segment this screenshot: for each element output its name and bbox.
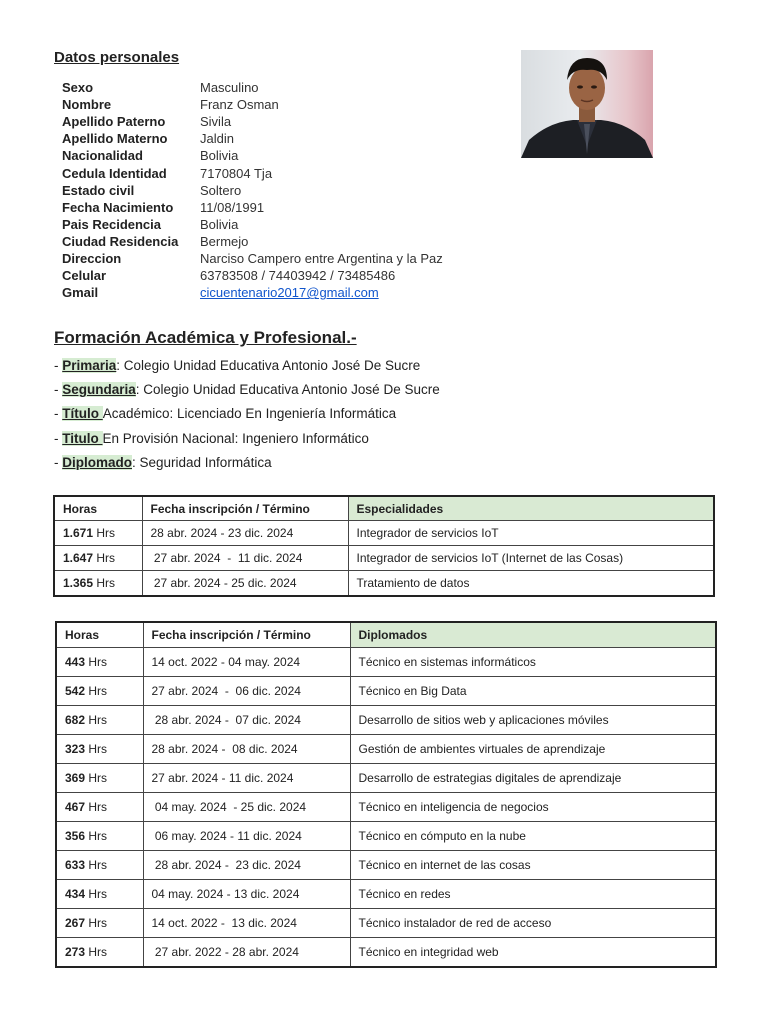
date-range-cell: 27 abr. 2024 - 11 dic. 2024 (143, 764, 350, 793)
program-name-cell: Gestión de ambientes virtuales de aprendizaje (350, 735, 716, 764)
hours-cell (56, 648, 143, 677)
hours-value: 273 (65, 945, 86, 959)
field-label: Nacionalidad (62, 148, 143, 164)
item-bullet: - (54, 406, 63, 422)
table-row (56, 938, 716, 968)
table-row (56, 851, 716, 880)
field-label: Ciudad Residencia (62, 233, 179, 249)
personal-data-row (62, 199, 443, 216)
hours-value: 1.647 (63, 551, 94, 565)
field-label: Fecha Nacimiento (62, 199, 174, 215)
education-item (54, 454, 440, 478)
email-link[interactable]: cicuentenario2017@gmail.com (200, 285, 379, 301)
education-detail: : Colegio Unidad Educativa Antonio José De Sucre (135, 382, 440, 398)
hours-value: 1.671 (63, 526, 94, 540)
specialties-table (53, 495, 715, 597)
field-value: Masculino (200, 80, 259, 96)
personal-data-row (62, 79, 443, 96)
table-row (56, 909, 716, 938)
personal-data-row (62, 250, 443, 267)
program-name-cell: Desarrollo de estrategias digitales de aprendizaje (350, 764, 716, 793)
column-header: Horas (54, 496, 142, 521)
field-label: Celular (62, 268, 107, 284)
hours-cell (54, 521, 142, 546)
program-name-cell: Técnico en inteligencia de negocios (350, 793, 716, 822)
personal-data-row (62, 216, 443, 233)
column-header: Fecha inscripción / Término (142, 496, 348, 521)
item-bullet: - (54, 430, 63, 446)
hours-unit: Hrs (85, 742, 108, 756)
personal-data-row (62, 130, 443, 147)
field-label: Apellido Paterno (62, 114, 166, 130)
date-range-cell: 28 abr. 2024 - 23 dic. 2024 (143, 851, 350, 880)
hours-cell (56, 880, 143, 909)
program-name-cell: Técnico en sistemas informáticos (350, 648, 716, 677)
date-range-cell: 04 may. 2024 - 13 dic. 2024 (143, 880, 350, 909)
hours-cell (56, 851, 143, 880)
field-value: 63783508 / 74403942 / 73485486 (200, 268, 396, 284)
hours-unit: Hrs (85, 916, 108, 930)
field-value: Bolivia (200, 216, 239, 232)
date-range-cell: 27 abr. 2024 - 25 dic. 2024 (142, 571, 348, 597)
table-row (56, 880, 716, 909)
personal-data-table (62, 79, 443, 301)
date-range-cell: 27 abr. 2024 - 06 dic. 2024 (143, 677, 350, 706)
program-name-cell: Técnico en integridad web (350, 938, 716, 968)
column-header: Especialidades (348, 496, 714, 521)
field-value: Sivila (200, 114, 232, 130)
table-row (54, 546, 714, 571)
hours-cell (56, 706, 143, 735)
hours-value: 443 (65, 655, 86, 669)
table-row (56, 706, 716, 735)
hours-cell (56, 822, 143, 851)
hours-cell (54, 571, 142, 597)
field-label: Direccion (62, 250, 122, 266)
hours-unit: Hrs (85, 829, 108, 843)
hours-cell (56, 735, 143, 764)
field-value: Bermejo (200, 233, 249, 249)
hours-value: 434 (65, 887, 86, 901)
field-label: Apellido Materno (62, 131, 168, 147)
date-range-cell: 27 abr. 2022 - 28 abr. 2024 (143, 938, 350, 968)
education-level: Diplomado (62, 454, 132, 470)
hours-value: 682 (65, 713, 86, 727)
hours-unit: Hrs (85, 713, 108, 727)
table-row (56, 822, 716, 851)
date-range-cell: 28 abr. 2024 - 23 dic. 2024 (142, 521, 348, 546)
column-header: Horas (56, 622, 143, 648)
table-row (56, 677, 716, 706)
hours-cell (56, 793, 143, 822)
hours-unit: Hrs (85, 858, 108, 872)
table-row (54, 571, 714, 597)
table-row (56, 764, 716, 793)
date-range-cell: 28 abr. 2024 - 08 dic. 2024 (143, 735, 350, 764)
hours-value: 542 (65, 684, 86, 698)
education-item (54, 381, 440, 405)
hours-unit: Hrs (93, 526, 116, 540)
field-value: Jaldin (200, 131, 234, 147)
field-value: Bolivia (200, 148, 239, 164)
field-value: Soltero (200, 182, 242, 198)
column-header: Fecha inscripción / Término (143, 622, 350, 648)
hours-cell (56, 764, 143, 793)
education-detail: Académico: Licenciado En Ingeniería Informática (102, 406, 397, 422)
date-range-cell: 14 oct. 2022 - 04 may. 2024 (143, 648, 350, 677)
education-title: Formación Académica y Profesional.- (54, 328, 357, 347)
profile-photo (521, 50, 653, 158)
field-label: Pais Recidencia (62, 216, 161, 232)
item-bullet: - (54, 382, 63, 398)
education-level: Primaria (62, 358, 117, 373)
program-name-cell: Técnico en internet de las cosas (350, 851, 716, 880)
program-name-cell: Técnico en cómputo en la nube (350, 822, 716, 851)
program-name-cell: Técnico instalador de red de acceso (350, 909, 716, 938)
education-item (54, 405, 440, 429)
personal-data-row (62, 182, 443, 199)
education-level: Titulo (62, 430, 103, 446)
personal-data-row (62, 284, 443, 301)
hours-value: 323 (65, 742, 86, 756)
hours-cell (56, 677, 143, 706)
hours-unit: Hrs (85, 771, 108, 785)
hours-unit: Hrs (85, 887, 108, 901)
hours-value: 467 (65, 800, 86, 814)
program-name-cell: Integrador de servicios IoT (348, 521, 714, 546)
program-name-cell: Desarrollo de sitios web y aplicaciones móviles (350, 706, 716, 735)
program-name-cell: Integrador de servicios IoT (Internet de las Cosas) (348, 546, 714, 571)
education-detail: : Seguridad Informática (132, 454, 272, 470)
hours-unit: Hrs (85, 800, 108, 814)
personal-data-row (62, 96, 443, 113)
education-detail: En Provisión Nacional: Ingeniero Informático (102, 430, 369, 446)
field-label: Nombre (62, 97, 112, 113)
field-label: Sexo (62, 80, 94, 96)
field-label: Cedula Identidad (62, 165, 167, 181)
table-row (56, 793, 716, 822)
education-item (54, 357, 440, 381)
hours-value: 369 (65, 771, 86, 785)
personal-data-row (62, 233, 443, 250)
personal-data-row (62, 267, 443, 284)
table-row (54, 521, 714, 546)
hours-cell (54, 546, 142, 571)
personal-data-row (62, 113, 443, 130)
item-bullet: - (54, 454, 63, 470)
field-value (200, 284, 443, 301)
date-range-cell: 28 abr. 2024 - 07 dic. 2024 (143, 706, 350, 735)
column-header: Diplomados (350, 622, 716, 648)
table-row (56, 648, 716, 677)
item-bullet: - (54, 358, 63, 373)
date-range-cell: 04 may. 2024 - 25 dic. 2024 (143, 793, 350, 822)
hours-unit: Hrs (85, 945, 108, 959)
field-value: 7170804 Tja (200, 165, 273, 181)
hours-value: 356 (65, 829, 86, 843)
personal-data-row (62, 147, 443, 164)
hours-value: 267 (65, 916, 86, 930)
date-range-cell: 06 may. 2024 - 11 dic. 2024 (143, 822, 350, 851)
hours-value: 1.365 (63, 576, 94, 590)
hours-value: 633 (65, 858, 86, 872)
hours-unit: Hrs (93, 551, 116, 565)
field-value: Franz Osman (200, 97, 279, 113)
table-row (56, 735, 716, 764)
education-level: Segundaria (62, 382, 136, 398)
education-level: Título (62, 406, 103, 422)
hours-unit: Hrs (85, 684, 108, 698)
date-range-cell: 14 oct. 2022 - 13 dic. 2024 (143, 909, 350, 938)
diplomas-table (55, 621, 717, 968)
hours-cell (56, 938, 143, 968)
hours-cell (56, 909, 143, 938)
education-detail: : Colegio Unidad Educativa Antonio José De Sucre (116, 358, 421, 373)
field-value: Narciso Campero entre Argentina y la Paz (200, 250, 443, 266)
field-value: 11/08/1991 (200, 199, 265, 215)
hours-unit: Hrs (85, 655, 108, 669)
personal-data-title: Datos personales (54, 49, 180, 66)
program-name-cell: Tratamiento de datos (348, 571, 714, 597)
date-range-cell: 27 abr. 2024 - 11 dic. 2024 (142, 546, 348, 571)
field-label: Estado civil (62, 182, 135, 198)
education-item (54, 430, 440, 454)
program-name-cell: Técnico en Big Data (350, 677, 716, 706)
education-list (54, 357, 440, 478)
field-label: Gmail (62, 285, 99, 301)
program-name-cell: Técnico en redes (350, 880, 716, 909)
personal-data-row (62, 164, 443, 181)
hours-unit: Hrs (93, 576, 116, 590)
